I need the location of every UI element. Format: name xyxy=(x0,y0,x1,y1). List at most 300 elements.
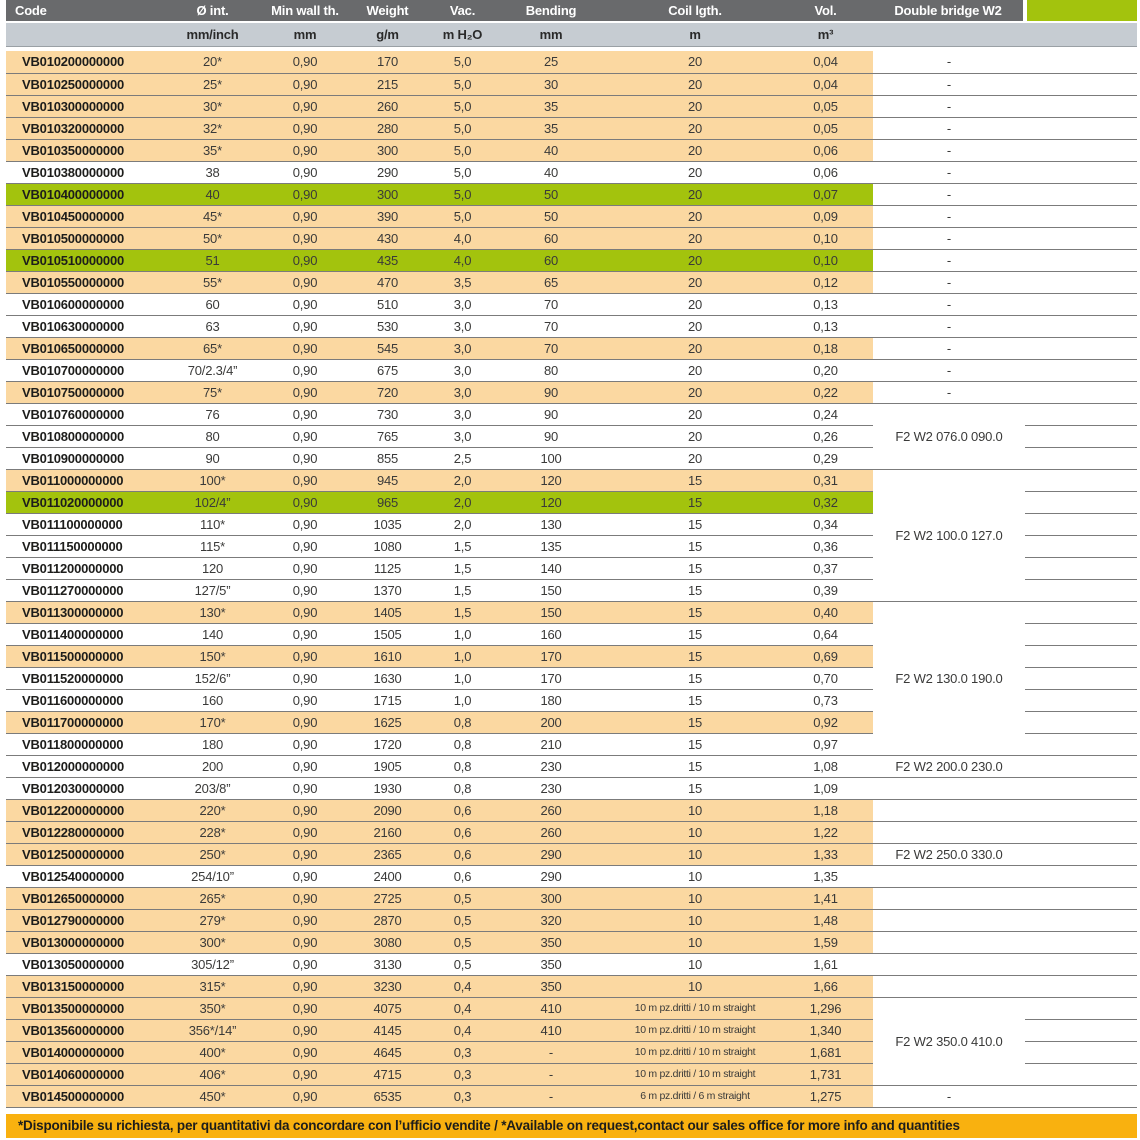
cell-double-bridge: - xyxy=(873,51,1025,73)
cell-volume: 0,24 xyxy=(778,403,873,425)
right-strip-cell xyxy=(1025,821,1137,843)
cell-wall-thickness: 0,90 xyxy=(270,579,340,601)
cell-diameter: 25* xyxy=(155,73,270,95)
cell-code: VB011100000000 xyxy=(6,513,155,535)
table-row xyxy=(6,953,1137,975)
cell-coil-length: 15 xyxy=(612,623,778,645)
cell-diameter: 115* xyxy=(155,535,270,557)
col-header-code: Code xyxy=(6,0,155,22)
cell-coil-length: 15 xyxy=(612,491,778,513)
cell-double-bridge xyxy=(873,953,1025,975)
cell-code: VB013000000000 xyxy=(6,931,155,953)
cell-code: VB010700000000 xyxy=(6,359,155,381)
cell-volume: 0,04 xyxy=(778,73,873,95)
right-strip-cell xyxy=(1025,139,1137,161)
table-row xyxy=(6,381,1137,403)
cell-volume: 0,64 xyxy=(778,623,873,645)
cell-weight: 435 xyxy=(340,249,435,271)
cell-weight: 1125 xyxy=(340,557,435,579)
cell-wall-thickness: 0,90 xyxy=(270,557,340,579)
cell-vacuum: 0,6 xyxy=(435,865,490,887)
cell-vacuum: 1,5 xyxy=(435,579,490,601)
cell-code: VB012790000000 xyxy=(6,909,155,931)
cell-weight: 6535 xyxy=(340,1085,435,1107)
cell-diameter: 220* xyxy=(155,799,270,821)
cell-bending: 80 xyxy=(490,359,612,381)
cell-bending: 135 xyxy=(490,535,612,557)
cell-vacuum: 3,0 xyxy=(435,293,490,315)
cell-volume: 0,92 xyxy=(778,711,873,733)
cell-wall-thickness: 0,90 xyxy=(270,953,340,975)
cell-volume: 0,12 xyxy=(778,271,873,293)
cell-diameter: 51 xyxy=(155,249,270,271)
cell-double-bridge: - xyxy=(873,139,1025,161)
cell-diameter: 140 xyxy=(155,623,270,645)
cell-diameter: 203/8” xyxy=(155,777,270,799)
cell-wall-thickness: 0,90 xyxy=(270,403,340,425)
cell-code: VB010500000000 xyxy=(6,227,155,249)
cell-diameter: 35* xyxy=(155,139,270,161)
right-strip-cell xyxy=(1025,249,1137,271)
cell-diameter: 32* xyxy=(155,117,270,139)
cell-bending: 90 xyxy=(490,403,612,425)
cell-code: VB012500000000 xyxy=(6,843,155,865)
cell-diameter: 76 xyxy=(155,403,270,425)
cell-double-bridge: - xyxy=(873,205,1025,227)
cell-volume: 1,09 xyxy=(778,777,873,799)
cell-code: VB010510000000 xyxy=(6,249,155,271)
cell-coil-length: 15 xyxy=(612,579,778,601)
cell-double-bridge xyxy=(873,975,1025,997)
col-header-bending: Bending xyxy=(490,0,612,22)
cell-volume: 0,26 xyxy=(778,425,873,447)
cell-coil-length: 10 xyxy=(612,953,778,975)
cell-weight: 945 xyxy=(340,469,435,491)
cell-wall-thickness: 0,90 xyxy=(270,1019,340,1041)
cell-weight: 855 xyxy=(340,447,435,469)
cell-bending: 120 xyxy=(490,469,612,491)
cell-volume: 0,13 xyxy=(778,315,873,337)
cell-double-bridge: - xyxy=(873,271,1025,293)
cell-bending: 140 xyxy=(490,557,612,579)
right-strip-cell xyxy=(1025,865,1137,887)
table-row xyxy=(6,73,1137,95)
cell-volume: 0,73 xyxy=(778,689,873,711)
right-strip-cell xyxy=(1025,469,1137,491)
cell-coil-length: 20 xyxy=(612,51,778,73)
cell-diameter: 60 xyxy=(155,293,270,315)
unit-mm: mm xyxy=(270,22,340,46)
cell-volume: 1,08 xyxy=(778,755,873,777)
right-strip-cell xyxy=(1025,601,1137,623)
cell-wall-thickness: 0,90 xyxy=(270,359,340,381)
cell-vacuum: 5,0 xyxy=(435,95,490,117)
cell-bending: 30 xyxy=(490,73,612,95)
cell-coil-length: 20 xyxy=(612,359,778,381)
cell-bending: 210 xyxy=(490,733,612,755)
cell-diameter: 228* xyxy=(155,821,270,843)
cell-code: VB010760000000 xyxy=(6,403,155,425)
cell-weight: 1505 xyxy=(340,623,435,645)
unit-code xyxy=(6,22,155,46)
cell-code: VB014000000000 xyxy=(6,1041,155,1063)
right-strip-cell xyxy=(1025,381,1137,403)
cell-bending: 130 xyxy=(490,513,612,535)
cell-code: VB010400000000 xyxy=(6,183,155,205)
right-strip-cell xyxy=(1025,271,1137,293)
table-row xyxy=(6,315,1137,337)
cell-bending: 230 xyxy=(490,777,612,799)
cell-bending: - xyxy=(490,1041,612,1063)
cell-vacuum: 0,6 xyxy=(435,843,490,865)
cell-wall-thickness: 0,90 xyxy=(270,711,340,733)
cell-diameter: 70/2.3/4” xyxy=(155,359,270,381)
cell-code: VB014060000000 xyxy=(6,1063,155,1085)
cell-diameter: 80 xyxy=(155,425,270,447)
cell-wall-thickness: 0,90 xyxy=(270,161,340,183)
cell-wall-thickness: 0,90 xyxy=(270,733,340,755)
cell-volume: 1,48 xyxy=(778,909,873,931)
cell-weight: 1610 xyxy=(340,645,435,667)
cell-bending: 50 xyxy=(490,183,612,205)
cell-coil-length: 20 xyxy=(612,315,778,337)
cell-bending: 260 xyxy=(490,799,612,821)
right-strip-cell xyxy=(1025,1041,1137,1063)
cell-code: VB010750000000 xyxy=(6,381,155,403)
cell-wall-thickness: 0,90 xyxy=(270,1085,340,1107)
cell-weight: 290 xyxy=(340,161,435,183)
cell-double-bridge: - xyxy=(873,337,1025,359)
cell-coil-length: 10 xyxy=(612,909,778,931)
cell-vacuum: 1,5 xyxy=(435,601,490,623)
cell-double-bridge: - xyxy=(873,227,1025,249)
cell-diameter: 127/5” xyxy=(155,579,270,601)
cell-vacuum: 0,4 xyxy=(435,1019,490,1041)
cell-volume: 1,41 xyxy=(778,887,873,909)
cell-code: VB011020000000 xyxy=(6,491,155,513)
cell-vacuum: 3,0 xyxy=(435,315,490,337)
header-green-box xyxy=(1025,0,1137,22)
cell-vacuum: 0,4 xyxy=(435,975,490,997)
table-row xyxy=(6,821,1137,843)
cell-weight: 1370 xyxy=(340,579,435,601)
cell-diameter: 279* xyxy=(155,909,270,931)
cell-coil-length: 10 xyxy=(612,821,778,843)
cell-wall-thickness: 0,90 xyxy=(270,271,340,293)
cell-volume: 0,39 xyxy=(778,579,873,601)
cell-code: VB011520000000 xyxy=(6,667,155,689)
cell-weight: 390 xyxy=(340,205,435,227)
cell-weight: 430 xyxy=(340,227,435,249)
right-strip-cell xyxy=(1025,1085,1137,1107)
col-header-internal-diameter: Ø int. xyxy=(155,0,270,22)
cell-diameter: 120 xyxy=(155,557,270,579)
cell-volume: 0,69 xyxy=(778,645,873,667)
cell-vacuum: 2,0 xyxy=(435,513,490,535)
cell-wall-thickness: 0,90 xyxy=(270,95,340,117)
cell-coil-length: 10 m pz.dritti / 10 m straight xyxy=(612,997,778,1019)
unit-m3: m³ xyxy=(778,22,873,46)
cell-double-bridge: F2 W2 130.0 190.0 xyxy=(873,601,1025,755)
cell-volume: 0,34 xyxy=(778,513,873,535)
cell-volume: 0,32 xyxy=(778,491,873,513)
cell-coil-length: 6 m pz.dritti / 6 m straight xyxy=(612,1085,778,1107)
cell-bending: 90 xyxy=(490,425,612,447)
cell-vacuum: 5,0 xyxy=(435,51,490,73)
right-strip-cell xyxy=(1025,205,1137,227)
cell-wall-thickness: 0,90 xyxy=(270,821,340,843)
table-row xyxy=(6,205,1137,227)
cell-wall-thickness: 0,90 xyxy=(270,293,340,315)
cell-weight: 1035 xyxy=(340,513,435,535)
cell-volume: 0,06 xyxy=(778,139,873,161)
cell-volume: 0,07 xyxy=(778,183,873,205)
cell-vacuum: 5,0 xyxy=(435,117,490,139)
right-strip-cell xyxy=(1025,359,1137,381)
cell-vacuum: 0,4 xyxy=(435,997,490,1019)
cell-bending: 60 xyxy=(490,227,612,249)
cell-volume: 0,36 xyxy=(778,535,873,557)
cell-weight: 1905 xyxy=(340,755,435,777)
cell-coil-length: 10 m pz.dritti / 10 m straight xyxy=(612,1019,778,1041)
cell-vacuum: 5,0 xyxy=(435,139,490,161)
cell-volume: 1,275 xyxy=(778,1085,873,1107)
cell-code: VB011000000000 xyxy=(6,469,155,491)
cell-weight: 2725 xyxy=(340,887,435,909)
cell-wall-thickness: 0,90 xyxy=(270,249,340,271)
cell-coil-length: 10 m pz.dritti / 10 m straight xyxy=(612,1063,778,1085)
cell-vacuum: 1,0 xyxy=(435,689,490,711)
right-strip-cell xyxy=(1025,953,1137,975)
cell-diameter: 45* xyxy=(155,205,270,227)
cell-vacuum: 4,0 xyxy=(435,227,490,249)
cell-vacuum: 1,0 xyxy=(435,667,490,689)
cell-wall-thickness: 0,90 xyxy=(270,755,340,777)
cell-bending: 410 xyxy=(490,1019,612,1041)
unit-mm-bending: mm xyxy=(490,22,612,46)
cell-volume: 1,681 xyxy=(778,1041,873,1063)
cell-coil-length: 20 xyxy=(612,73,778,95)
cell-vacuum: 0,3 xyxy=(435,1063,490,1085)
table-row xyxy=(6,271,1137,293)
cell-wall-thickness: 0,90 xyxy=(270,117,340,139)
table-row xyxy=(6,95,1137,117)
cell-code: VB010650000000 xyxy=(6,337,155,359)
cell-diameter: 20* xyxy=(155,51,270,73)
cell-wall-thickness: 0,90 xyxy=(270,887,340,909)
cell-diameter: 400* xyxy=(155,1041,270,1063)
cell-volume: 1,18 xyxy=(778,799,873,821)
cell-bending: 90 xyxy=(490,381,612,403)
cell-coil-length: 15 xyxy=(612,513,778,535)
cell-weight: 530 xyxy=(340,315,435,337)
cell-vacuum: 1,5 xyxy=(435,535,490,557)
cell-vacuum: 0,6 xyxy=(435,799,490,821)
cell-coil-length: 15 xyxy=(612,557,778,579)
cell-diameter: 102/4” xyxy=(155,491,270,513)
cell-coil-length: 20 xyxy=(612,293,778,315)
right-strip-cell xyxy=(1025,557,1137,579)
cell-wall-thickness: 0,90 xyxy=(270,513,340,535)
cell-bending: 120 xyxy=(490,491,612,513)
cell-volume: 0,29 xyxy=(778,447,873,469)
cell-diameter: 180 xyxy=(155,733,270,755)
cell-coil-length: 15 xyxy=(612,711,778,733)
cell-weight: 730 xyxy=(340,403,435,425)
cell-diameter: 150* xyxy=(155,645,270,667)
cell-wall-thickness: 0,90 xyxy=(270,469,340,491)
cell-volume: 0,10 xyxy=(778,249,873,271)
cell-bending: 35 xyxy=(490,95,612,117)
cell-double-bridge: - xyxy=(873,249,1025,271)
cell-double-bridge xyxy=(873,821,1025,843)
table-row xyxy=(6,359,1137,381)
cell-wall-thickness: 0,90 xyxy=(270,51,340,73)
right-strip-cell xyxy=(1025,227,1137,249)
cell-volume: 0,31 xyxy=(778,469,873,491)
cell-coil-length: 10 m pz.dritti / 10 m straight xyxy=(612,1041,778,1063)
table-row xyxy=(6,227,1137,249)
cell-bending: 60 xyxy=(490,249,612,271)
cell-volume: 0,13 xyxy=(778,293,873,315)
cell-vacuum: 0,3 xyxy=(435,1041,490,1063)
units-row xyxy=(6,22,1137,46)
cell-wall-thickness: 0,90 xyxy=(270,909,340,931)
table-row xyxy=(6,117,1137,139)
right-strip-cell xyxy=(1025,1019,1137,1041)
cell-vacuum: 0,5 xyxy=(435,953,490,975)
col-header-volume: Vol. xyxy=(778,0,873,22)
cell-weight: 1625 xyxy=(340,711,435,733)
cell-coil-length: 15 xyxy=(612,777,778,799)
cell-coil-length: 10 xyxy=(612,843,778,865)
cell-wall-thickness: 0,90 xyxy=(270,447,340,469)
cell-volume: 0,70 xyxy=(778,667,873,689)
right-strip-cell xyxy=(1025,425,1137,447)
right-strip-cell xyxy=(1025,183,1137,205)
cell-weight: 2400 xyxy=(340,865,435,887)
right-strip-cell xyxy=(1025,623,1137,645)
cell-code: VB012200000000 xyxy=(6,799,155,821)
right-strip-cell xyxy=(1025,535,1137,557)
cell-double-bridge: - xyxy=(873,315,1025,337)
cell-double-bridge xyxy=(873,777,1025,799)
cell-volume: 1,340 xyxy=(778,1019,873,1041)
cell-code: VB013500000000 xyxy=(6,997,155,1019)
cell-weight: 1630 xyxy=(340,667,435,689)
cell-diameter: 30* xyxy=(155,95,270,117)
cell-code: VB013150000000 xyxy=(6,975,155,997)
cell-volume: 0,06 xyxy=(778,161,873,183)
table-row xyxy=(6,997,1137,1019)
table-row xyxy=(6,909,1137,931)
cell-volume: 0,20 xyxy=(778,359,873,381)
cell-weight: 720 xyxy=(340,381,435,403)
cell-wall-thickness: 0,90 xyxy=(270,601,340,623)
cell-coil-length: 20 xyxy=(612,337,778,359)
cell-weight: 1930 xyxy=(340,777,435,799)
cell-weight: 510 xyxy=(340,293,435,315)
cell-diameter: 315* xyxy=(155,975,270,997)
right-strip-cell xyxy=(1025,51,1137,73)
cell-diameter: 305/12” xyxy=(155,953,270,975)
cell-bending: - xyxy=(490,1085,612,1107)
cell-coil-length: 20 xyxy=(612,95,778,117)
cell-bending: 40 xyxy=(490,139,612,161)
cell-bending: 300 xyxy=(490,887,612,909)
cell-volume: 0,05 xyxy=(778,117,873,139)
table-row xyxy=(6,1085,1137,1107)
cell-double-bridge: - xyxy=(873,117,1025,139)
cell-double-bridge: - xyxy=(873,359,1025,381)
cell-volume: 0,40 xyxy=(778,601,873,623)
right-strip-cell xyxy=(1025,579,1137,601)
cell-diameter: 350* xyxy=(155,997,270,1019)
cell-wall-thickness: 0,90 xyxy=(270,799,340,821)
cell-wall-thickness: 0,90 xyxy=(270,73,340,95)
cell-double-bridge: - xyxy=(873,95,1025,117)
cell-double-bridge: F2 W2 076.0 090.0 xyxy=(873,403,1025,469)
cell-bending: 100 xyxy=(490,447,612,469)
cell-vacuum: 3,0 xyxy=(435,359,490,381)
cell-double-bridge: - xyxy=(873,183,1025,205)
cell-coil-length: 10 xyxy=(612,799,778,821)
cell-weight: 965 xyxy=(340,491,435,513)
cell-coil-length: 15 xyxy=(612,733,778,755)
cell-wall-thickness: 0,90 xyxy=(270,667,340,689)
right-strip-cell xyxy=(1025,513,1137,535)
cell-coil-length: 15 xyxy=(612,535,778,557)
cell-bending: 35 xyxy=(490,117,612,139)
cell-volume: 0,04 xyxy=(778,51,873,73)
cell-bending: 25 xyxy=(490,51,612,73)
cell-double-bridge: F2 W2 200.0 230.0 xyxy=(873,755,1025,777)
cell-coil-length: 15 xyxy=(612,689,778,711)
cell-code: VB010250000000 xyxy=(6,73,155,95)
cell-coil-length: 10 xyxy=(612,975,778,997)
cell-vacuum: 3,0 xyxy=(435,337,490,359)
cell-coil-length: 20 xyxy=(612,403,778,425)
cell-vacuum: 1,5 xyxy=(435,557,490,579)
cell-coil-length: 10 xyxy=(612,865,778,887)
cell-bending: 290 xyxy=(490,843,612,865)
right-strip-cell xyxy=(1025,491,1137,513)
cell-diameter: 65* xyxy=(155,337,270,359)
cell-bending: 230 xyxy=(490,755,612,777)
cell-weight: 4075 xyxy=(340,997,435,1019)
cell-bending: 350 xyxy=(490,953,612,975)
table-header-row xyxy=(6,0,1137,22)
cell-bending: 200 xyxy=(490,711,612,733)
right-strip-cell xyxy=(1025,997,1137,1019)
cell-weight: 4645 xyxy=(340,1041,435,1063)
specification-table xyxy=(6,0,1137,1108)
cell-diameter: 406* xyxy=(155,1063,270,1085)
table-row xyxy=(6,777,1137,799)
cell-diameter: 265* xyxy=(155,887,270,909)
cell-code: VB012280000000 xyxy=(6,821,155,843)
cell-wall-thickness: 0,90 xyxy=(270,491,340,513)
cell-wall-thickness: 0,90 xyxy=(270,931,340,953)
cell-wall-thickness: 0,90 xyxy=(270,139,340,161)
cell-code: VB011150000000 xyxy=(6,535,155,557)
cell-volume: 0,22 xyxy=(778,381,873,403)
cell-bending: 350 xyxy=(490,931,612,953)
cell-weight: 2870 xyxy=(340,909,435,931)
cell-wall-thickness: 0,90 xyxy=(270,315,340,337)
cell-diameter: 110* xyxy=(155,513,270,535)
cell-wall-thickness: 0,90 xyxy=(270,975,340,997)
